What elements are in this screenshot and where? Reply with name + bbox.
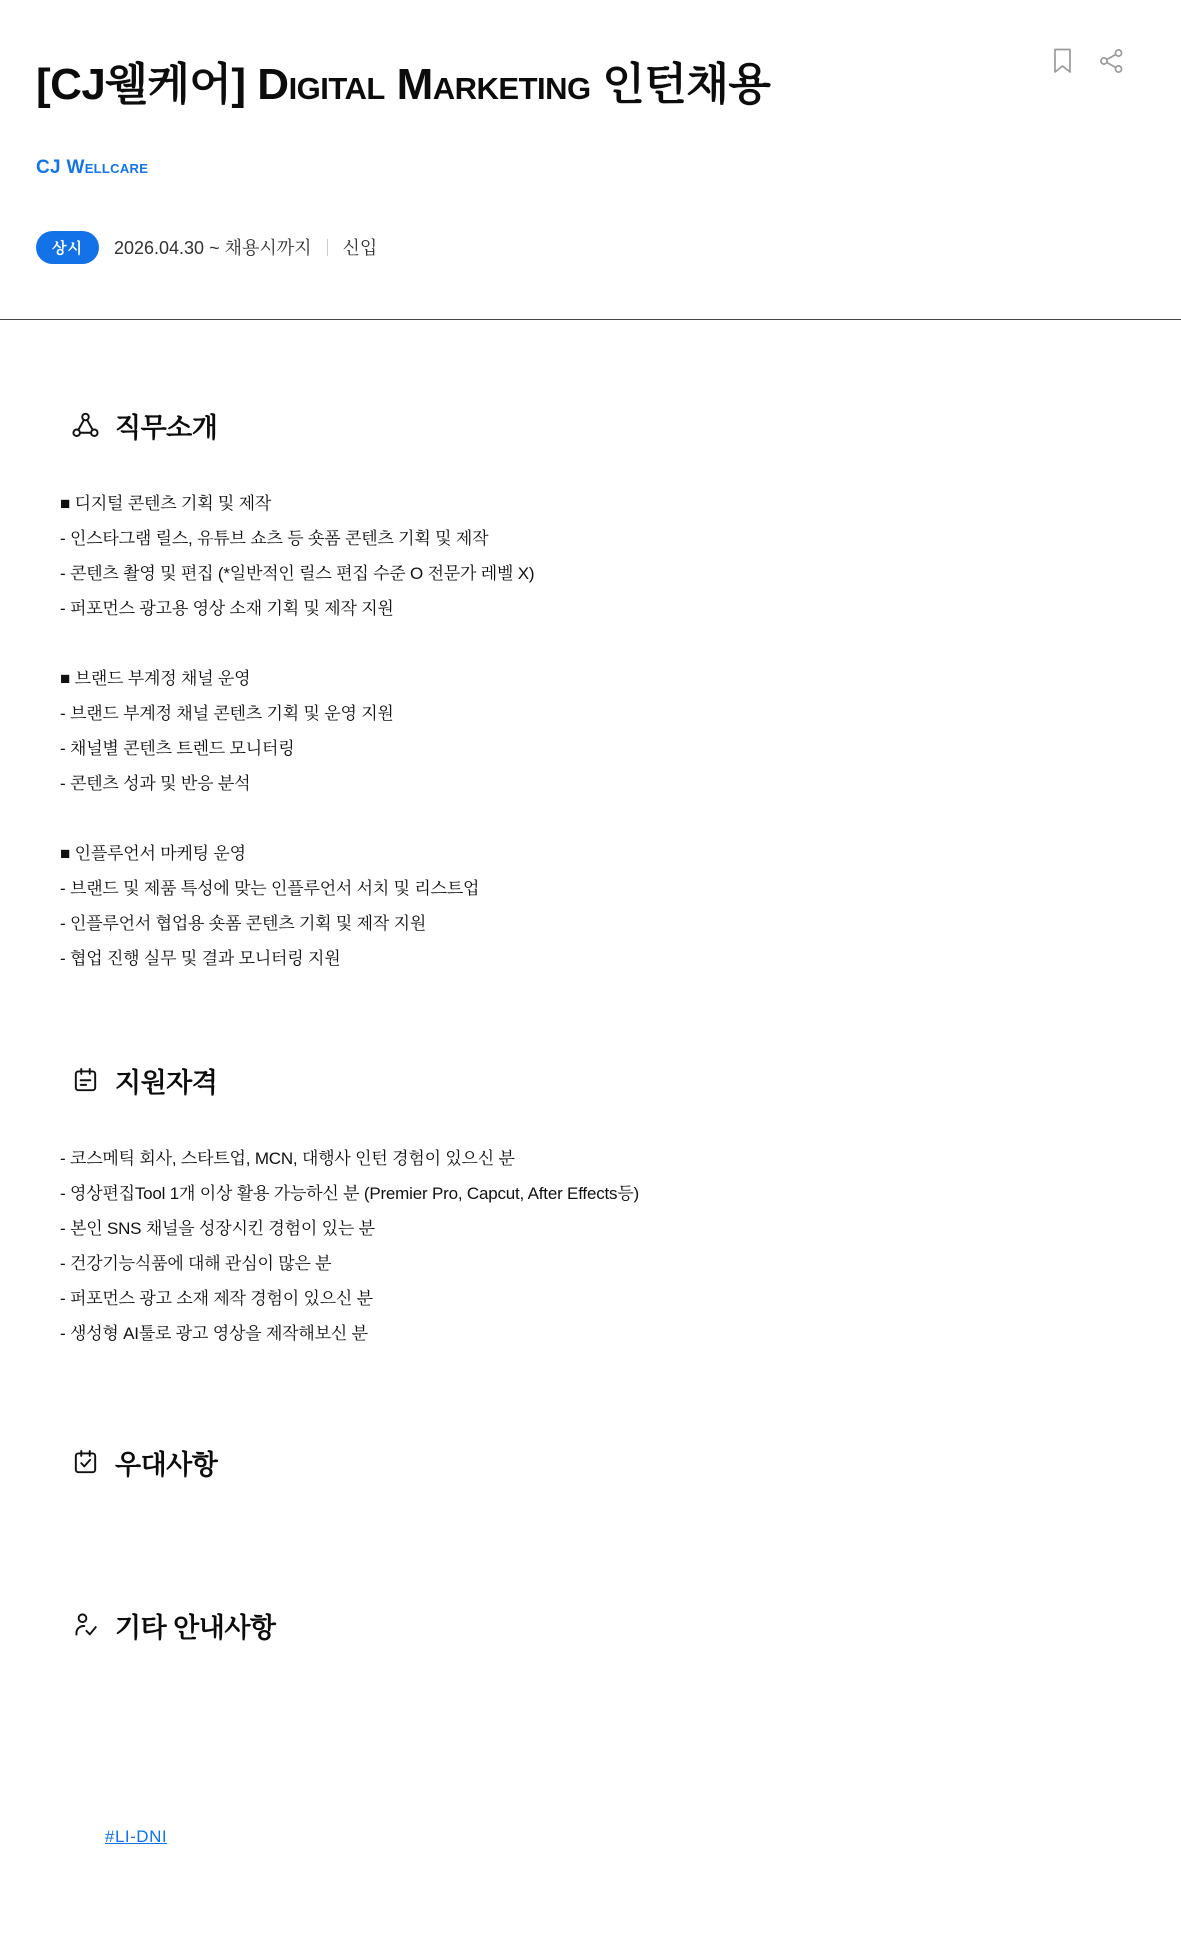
qualification-line: - 생성형 AI툴로 광고 영상을 제작해보신 분: [60, 1323, 368, 1343]
qualification-line: - 코스메틱 회사, 스타트업, MCN, 대행사 인턴 경험이 있으신 분: [60, 1148, 515, 1168]
section-title: 기타 안내사항: [115, 1612, 276, 1643]
job-group: [60, 486, 1121, 626]
job-detail-line: - 채널별 콘텐츠 트렌드 모니터링: [60, 738, 295, 758]
job-group: [60, 661, 1121, 801]
section-title: 직무소개: [115, 412, 218, 443]
qualification-line: - 본인 SNS 채널을 성장시킨 경험이 있는 분: [60, 1218, 375, 1238]
section-title: 지원자격: [115, 1067, 218, 1098]
recruit-period: 2026.04.30 ~ 채용시까지: [113, 238, 312, 259]
share-icon: [1098, 62, 1125, 77]
career-level: 신입: [342, 238, 378, 259]
section-etc: [60, 1606, 1121, 1645]
clipboard-icon: [71, 1066, 100, 1095]
section-qualifications-header: [60, 1061, 1121, 1100]
job-detail-line: - 브랜드 부계정 채널 콘텐츠 기획 및 운영 지원: [60, 703, 394, 723]
company-name[interactable]: CJ Wellcare: [36, 156, 149, 178]
posting-body: [0, 406, 1181, 1847]
recruit-type-badge: 상시: [36, 231, 99, 264]
group-heading: ■ 브랜드 부계정 채널 운영: [60, 668, 251, 688]
li-dni-link[interactable]: #LI-DNI: [105, 1826, 168, 1846]
group-heading: ■ 인플루언서 마케팅 운영: [60, 843, 246, 863]
share-button[interactable]: [1098, 48, 1125, 74]
recruit-meta-row: [36, 231, 1145, 264]
bookmark-button[interactable]: [1053, 48, 1072, 74]
header-divider: [0, 319, 1181, 320]
qualifications-content: [60, 1141, 1121, 1351]
posting-header: [0, 0, 1181, 264]
job-detail-line: - 콘텐츠 성과 및 반응 분석: [60, 773, 251, 793]
page-title: [CJ웰케어] Digital Marketing 인턴채용: [36, 60, 771, 109]
qualification-line: - 건강기능식품에 대해 관심이 많은 분: [60, 1253, 332, 1273]
section-etc-header: [60, 1606, 1121, 1645]
meta-separator: [327, 239, 328, 256]
job-detail-line: - 브랜드 및 제품 특성에 맞는 인플루언서 서치 및 리스트업: [60, 878, 480, 898]
job-detail-line: - 콘텐츠 촬영 및 편집 (*일반적인 릴스 편집 수준 O 전문가 레벨 X): [60, 563, 535, 583]
section-title: 우대사항: [115, 1449, 218, 1480]
section-preferred: [60, 1443, 1121, 1482]
header-actions: [1053, 48, 1125, 74]
job-detail-line: - 퍼포먼스 광고용 영상 소재 기획 및 제작 지원: [60, 598, 394, 618]
job-intro-content: [60, 486, 1121, 976]
qualification-line: - 퍼포먼스 광고 소재 제작 경험이 있으신 분: [60, 1288, 373, 1308]
person-check-icon: [71, 1611, 100, 1640]
bookmark-icon: [1053, 62, 1072, 77]
team-icon: [71, 411, 100, 440]
clipboard-check-icon: [71, 1448, 100, 1477]
job-group: [60, 836, 1121, 976]
job-detail-line: - 협업 진행 실무 및 결과 모니터링 지원: [60, 948, 341, 968]
job-detail-line: - 인플루언서 협업용 숏폼 콘텐츠 기획 및 제작 지원: [60, 913, 427, 933]
section-job-intro: [60, 406, 1121, 976]
section-preferred-header: [60, 1443, 1121, 1482]
group-heading: ■ 디지털 콘텐츠 기획 및 제작: [60, 493, 272, 513]
job-detail-line: - 인스타그램 릴스, 유튜브 쇼츠 등 숏폼 콘텐츠 기획 및 제작: [60, 528, 489, 548]
qualification-line: - 영상편집Tool 1개 이상 활용 가능하신 분 (Premier Pro, Capcut, After Effects등): [60, 1183, 639, 1203]
section-job-intro-header: [60, 406, 1121, 445]
section-qualifications: [60, 1061, 1121, 1351]
